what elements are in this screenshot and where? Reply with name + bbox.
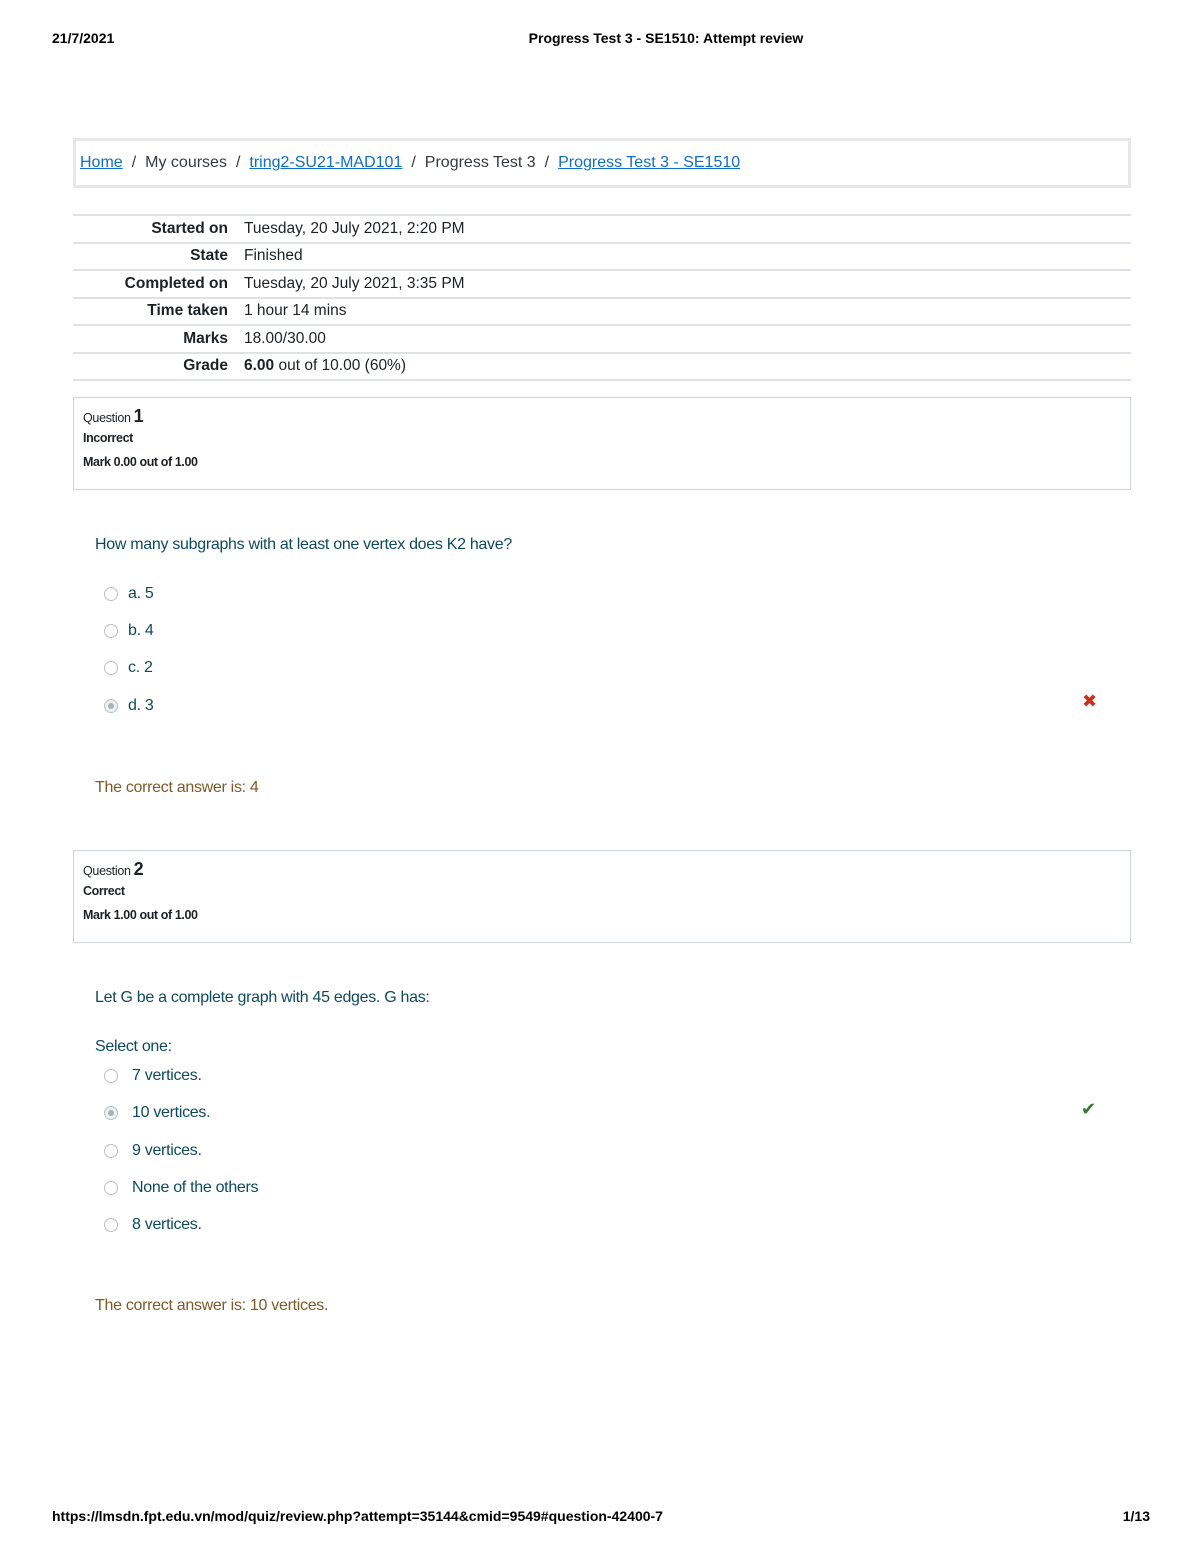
question-1-info xyxy=(73,397,1131,490)
grade-score: 6.00 xyxy=(244,357,275,375)
answer-label: 8 vertices. xyxy=(132,1216,202,1233)
print-title: Progress Test 3 - SE1510: Attempt review xyxy=(528,30,804,46)
question-1-feedback: The correct answer is: 4 xyxy=(95,779,259,796)
summary-row-state xyxy=(73,244,1131,272)
summary-value: Tuesday, 20 July 2021, 3:35 PM xyxy=(244,274,465,292)
answer-option[interactable] xyxy=(104,1142,202,1160)
question-2-text: Let G be a complete graph with 45 edges. G has: xyxy=(95,989,430,1006)
breadcrumb-quiz-link[interactable]: Progress Test 3 - SE1510 xyxy=(558,154,741,171)
question-2-feedback: The correct answer is: 10 vertices. xyxy=(95,1297,329,1314)
radio-button-selected[interactable] xyxy=(104,699,118,713)
radio-button[interactable] xyxy=(104,624,118,638)
question-number: 1 xyxy=(133,406,144,426)
radio-button[interactable] xyxy=(104,587,118,601)
answer-option[interactable] xyxy=(104,622,154,640)
breadcrumb-home-link[interactable]: Home xyxy=(80,154,123,171)
summary-value xyxy=(230,357,406,375)
summary-row-time-taken xyxy=(73,299,1131,327)
radio-button-selected[interactable] xyxy=(104,1106,118,1120)
radio-button[interactable] xyxy=(104,661,118,675)
answer-label: 9 vertices. xyxy=(132,1142,202,1159)
print-date: 21/7/2021 xyxy=(52,30,115,46)
breadcrumb xyxy=(73,138,1131,188)
breadcrumb-separator: / xyxy=(544,154,550,171)
question-state: Correct xyxy=(83,884,125,898)
question-number: 2 xyxy=(133,859,144,879)
answer-option-selected[interactable] xyxy=(104,1104,210,1122)
breadcrumb-my-courses: My courses xyxy=(145,154,227,171)
question-prefix: Question xyxy=(83,411,131,425)
answer-label: b. 4 xyxy=(128,622,154,639)
summary-value: 18.00/30.00 xyxy=(244,329,326,347)
radio-button[interactable] xyxy=(104,1069,118,1083)
print-page-number: 1/13 xyxy=(1122,1508,1150,1524)
answer-option[interactable] xyxy=(104,1179,258,1197)
answer-label: a. 5 xyxy=(128,585,154,602)
summary-label: State xyxy=(190,247,228,265)
grade-out-of: out of 10.00 (60%) xyxy=(274,357,407,375)
answer-label: 7 vertices. xyxy=(132,1067,202,1084)
radio-button[interactable] xyxy=(104,1218,118,1232)
summary-value: Finished xyxy=(244,247,303,265)
question-state: Incorrect xyxy=(83,431,133,445)
summary-value: Tuesday, 20 July 2021, 2:20 PM xyxy=(244,219,465,237)
breadcrumb-separator: / xyxy=(235,154,241,171)
cross-icon: ✖ xyxy=(1082,691,1098,711)
answer-option[interactable] xyxy=(104,1216,202,1234)
answer-label: c. 2 xyxy=(128,659,153,676)
print-header xyxy=(52,30,1150,48)
print-footer xyxy=(52,1508,1150,1526)
answer-label: 10 vertices. xyxy=(132,1104,211,1121)
question-mark: Mark 0.00 out of 1.00 xyxy=(83,455,198,469)
summary-label: Started on xyxy=(151,219,228,237)
summary-row-grade xyxy=(73,354,1131,382)
summary-row-completed-on xyxy=(73,271,1131,299)
breadcrumb-separator: / xyxy=(131,154,137,171)
summary-label: Marks xyxy=(183,329,228,347)
summary-row-started-on xyxy=(73,216,1131,244)
answer-label: None of the others xyxy=(132,1179,259,1196)
summary-value: 1 hour 14 mins xyxy=(244,302,347,320)
check-icon: ✔ xyxy=(1081,1099,1097,1119)
breadcrumb-separator: / xyxy=(411,154,416,171)
radio-button[interactable] xyxy=(104,1144,118,1158)
answer-label: d. 3 xyxy=(128,697,154,714)
answer-option[interactable] xyxy=(104,659,153,677)
breadcrumb-progress-test: Progress Test 3 xyxy=(424,154,536,171)
radio-button[interactable] xyxy=(104,1181,118,1195)
summary-label: Time taken xyxy=(147,302,228,320)
attempt-summary-table xyxy=(73,214,1131,381)
question-mark: Mark 1.00 out of 1.00 xyxy=(83,908,198,922)
summary-label: Completed on xyxy=(124,274,228,292)
answer-option-selected[interactable] xyxy=(104,697,154,715)
answer-option[interactable] xyxy=(104,585,154,603)
print-url: https://lmsdn.fpt.edu.vn/mod/quiz/review.php?attempt=35144&cmid=9549#question-42400-7 xyxy=(52,1508,663,1524)
answer-option[interactable] xyxy=(104,1067,202,1085)
question-1-text: How many subgraphs with at least one vertex does K2 have? xyxy=(95,536,512,553)
summary-label: Grade xyxy=(183,357,228,375)
summary-row-marks xyxy=(73,326,1131,354)
select-one-prompt: Select one: xyxy=(95,1038,172,1055)
breadcrumb-course-link[interactable]: tring2-SU21-MAD101 xyxy=(249,154,403,171)
question-prefix: Question xyxy=(83,864,131,878)
question-2-info xyxy=(73,850,1131,943)
